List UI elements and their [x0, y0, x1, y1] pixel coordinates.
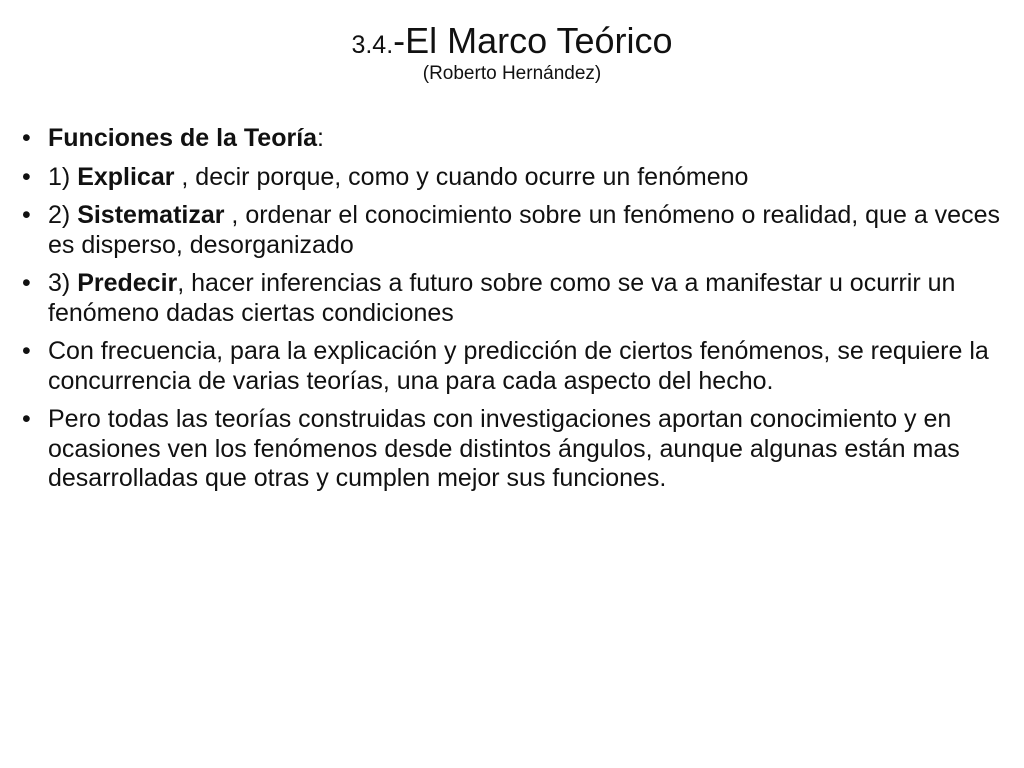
bullet-item-sistematizar — [22, 201, 1012, 260]
bullet-dot-icon: • — [22, 337, 31, 365]
bullet-prefix: 1) — [48, 162, 78, 191]
title-text: -El Marco Teórico — [393, 20, 673, 61]
bullet-bold: Sistematizar — [77, 201, 225, 229]
bullet-bold: Explicar — [77, 162, 175, 191]
bullet-bold: Funciones de la Teoría — [48, 124, 318, 152]
bullet-text: Pero todas las teorías construidas con investigaciones aportan conocimiento y en ocasiones ven los fenómenos desde distintos ángulos, aunque algunas están mas desarrolladas que otras y cumplen mejor sus funciones. — [48, 405, 960, 492]
slide-title — [0, 22, 1024, 60]
bullet-dot-icon: • — [22, 405, 31, 433]
bullet-item-funciones — [22, 124, 1012, 154]
bullet-dot-icon: • — [22, 201, 31, 229]
bullet-item-explicar — [22, 163, 1012, 193]
title-author: (Roberto Hernández) — [422, 62, 602, 84]
bullet-item-teorias — [22, 405, 1012, 494]
bullet-text: : — [317, 124, 324, 152]
bullet-text: , hacer inferencias a futuro sobre como se va a manifestar u ocurrir un fenómeno dadas ciertas condiciones — [48, 269, 956, 327]
bullet-text: , decir porque, como y cuando ocurre un fenómeno — [174, 162, 749, 191]
bullet-dot-icon: • — [22, 124, 31, 152]
bullet-dot-icon: • — [22, 269, 31, 297]
bullet-text: Con frecuencia, para la explicación y predicción de ciertos fenómenos, se requiere la concurrencia de varias teorías, una para cada aspecto del hecho. — [48, 337, 989, 395]
slide-title-block — [0, 22, 1024, 85]
bullet-prefix: 2) — [48, 201, 78, 229]
title-number: 3.4. — [351, 31, 394, 59]
bullet-dot-icon: • — [22, 162, 31, 191]
bullet-item-frecuencia — [22, 337, 1012, 396]
bullet-prefix: 3) — [48, 269, 78, 297]
bullet-item-predecir — [22, 269, 1012, 328]
bullet-list — [22, 124, 1012, 503]
bullet-bold: Predecir — [77, 269, 178, 297]
bullet-text: , ordenar el conocimiento sobre un fenómeno o realidad, que a veces es disperso, desorganizado — [48, 201, 1000, 259]
